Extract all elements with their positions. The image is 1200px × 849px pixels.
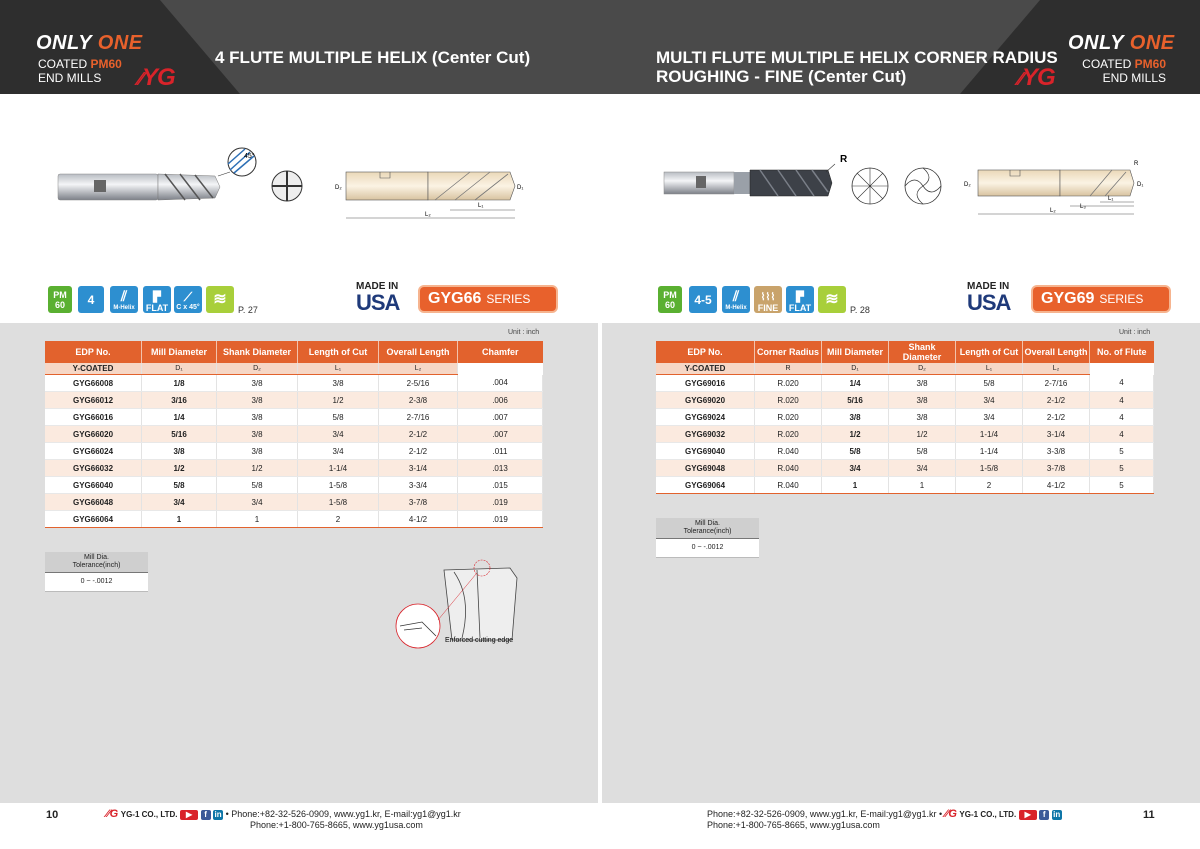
header-right <box>600 0 1200 94</box>
table-row <box>45 375 543 392</box>
table-cell: R.020 <box>755 375 822 392</box>
table-cell: 3-1/4 <box>1023 426 1090 443</box>
unit-label: Unit : inch <box>508 329 540 336</box>
table-cell: 1/2 <box>217 460 298 477</box>
chamfer-icon: ⟋ C x 45° <box>174 286 202 313</box>
table-cell: 5/16 <box>142 426 217 443</box>
sub-header: L₁ <box>298 363 379 375</box>
table-cell: R.040 <box>755 443 822 460</box>
table-cell: 3/4 <box>298 443 379 460</box>
table-row <box>656 392 1154 409</box>
table-row <box>656 426 1154 443</box>
table-cell: 5/8 <box>217 477 298 494</box>
flat-icon: ▛ FLAT <box>786 286 814 313</box>
left-tool-drawing <box>50 140 540 230</box>
page-title: 4 FLUTE MULTIPLE HELIX (Center Cut) <box>215 48 531 67</box>
table-cell: .015 <box>458 477 543 494</box>
linkedin-icon: in <box>1053 809 1061 819</box>
table-cell: 1 <box>889 477 956 494</box>
table-cell: GYG66040 <box>45 477 142 494</box>
coated-label: COATED PM60 END MILLS <box>1082 57 1166 85</box>
table-cell: 3-3/4 <box>379 477 458 494</box>
table-cell: 5/8 <box>889 443 956 460</box>
table-cell: 3/16 <box>142 392 217 409</box>
table-row <box>45 494 543 511</box>
col-header: Mill Diameter <box>142 341 217 363</box>
sub-header: R <box>755 363 822 375</box>
table-cell: GYG66012 <box>45 392 142 409</box>
header-left <box>0 0 600 94</box>
table-row <box>45 460 543 477</box>
footer-right-line2: Phone:+1-800-765-8665, www.yg1usa.com <box>707 820 880 830</box>
svg-text:L₂: L₂ <box>425 212 431 218</box>
table-cell: 1-5/8 <box>298 494 379 511</box>
table-cell: 2-7/16 <box>379 409 458 426</box>
yg-logo: ⁄⁄YG <box>1018 64 1055 91</box>
col-header: Length of Cut <box>298 341 379 363</box>
table-cell: 1/2 <box>822 426 889 443</box>
roughing-icon: ≋ <box>206 286 234 313</box>
col-header: Overall Length <box>1023 341 1090 363</box>
sub-header: L₂ <box>1023 363 1090 375</box>
facebook-icon: f <box>1039 810 1049 820</box>
table-cell: 2-5/16 <box>379 375 458 392</box>
table-cell: R.040 <box>755 460 822 477</box>
sub-header: L₁ <box>956 363 1023 375</box>
table-cell: 3-1/4 <box>379 460 458 477</box>
table-cell: 1/2 <box>298 392 379 409</box>
table-cell: 5/8 <box>956 375 1023 392</box>
table-cell: .019 <box>458 511 543 528</box>
table-cell: .019 <box>458 494 543 511</box>
table-cell: 3/4 <box>142 494 217 511</box>
col-header: Chamfer <box>458 341 543 363</box>
sub-header: D₂ <box>889 363 956 375</box>
table-cell: 2 <box>298 511 379 528</box>
svg-text:Enforced cutting edge: Enforced cutting edge <box>445 637 514 644</box>
table-cell: 5 <box>1090 443 1154 460</box>
footer-left: ⁄⁄G YG-1 CO., LTD. ▶ f in • Phone:+82-32-526-0909, www.yg1.kr, E-mail:yg1@yg1.kr <box>106 808 461 820</box>
col-header: Length of Cut <box>956 341 1023 363</box>
table-cell: 3/4 <box>822 460 889 477</box>
table-cell: 4 <box>1090 392 1154 409</box>
right-tool-drawing <box>660 148 1150 230</box>
m-helix-icon: ⫽ M-Helix <box>110 286 138 313</box>
sub-header: D₁ <box>142 363 217 375</box>
flute-count-icon: 4 <box>78 286 104 313</box>
table-cell: 5/16 <box>822 392 889 409</box>
table-cell: GYG69024 <box>656 409 755 426</box>
table-cell: .007 <box>458 426 543 443</box>
table-cell: 4-1/2 <box>379 511 458 528</box>
table-cell: 1/8 <box>142 375 217 392</box>
table-cell: GYG66048 <box>45 494 142 511</box>
table-cell: 1/2 <box>142 460 217 477</box>
table-cell: .006 <box>458 392 543 409</box>
table-cell: 3/8 <box>217 375 298 392</box>
table-cell: 1/4 <box>822 375 889 392</box>
table-cell: 3/4 <box>298 426 379 443</box>
table-cell: 3-7/8 <box>379 494 458 511</box>
table-cell: 3/8 <box>217 443 298 460</box>
svg-text:D₁: D₁ <box>517 185 524 191</box>
yg-footer-logo: ⁄⁄G <box>944 808 957 820</box>
table-cell: 1-1/4 <box>956 443 1023 460</box>
unit-label: Unit : inch <box>1119 329 1151 336</box>
table-cell: 3/8 <box>217 409 298 426</box>
page-reference: P. 28 <box>850 305 870 315</box>
table-cell: R.020 <box>755 409 822 426</box>
table-cell: 3/4 <box>956 409 1023 426</box>
table-cell: 5 <box>1090 477 1154 494</box>
svg-text:R: R <box>1134 161 1139 167</box>
table-cell: .004 <box>458 375 543 392</box>
table-cell: 2 <box>956 477 1023 494</box>
table-cell: 3-7/8 <box>1023 460 1090 477</box>
col-header: Corner Radius <box>755 341 822 363</box>
table-cell: 3-3/8 <box>1023 443 1090 460</box>
table-cell: GYG66024 <box>45 443 142 460</box>
sub-header: D₁ <box>822 363 889 375</box>
table-cell: 3/8 <box>889 409 956 426</box>
table-cell: 2-1/2 <box>1023 409 1090 426</box>
youtube-icon: ▶ <box>1019 810 1037 820</box>
table-cell: 4 <box>1090 375 1154 392</box>
svg-text:D₂: D₂ <box>964 182 971 188</box>
col-header: Overall Length <box>379 341 458 363</box>
table-cell: GYG69016 <box>656 375 755 392</box>
table-cell: GYG69032 <box>656 426 755 443</box>
roughing-icon: ≋ <box>818 286 846 313</box>
made-in-usa-badge: MADE IN USA <box>967 281 1011 315</box>
cutting-edge-detail <box>392 558 532 650</box>
only-one-logo: ONLY ONE <box>36 32 143 54</box>
spec-table-gyg66 <box>45 341 543 528</box>
table-cell: 4 <box>1090 409 1154 426</box>
table-cell: 3/8 <box>889 375 956 392</box>
table-cell: 3/4 <box>956 392 1023 409</box>
table-cell: 3/8 <box>889 392 956 409</box>
table-cell: 2-3/8 <box>379 392 458 409</box>
table-cell: 1/4 <box>142 409 217 426</box>
svg-text:L₃: L₃ <box>1080 204 1086 210</box>
table-cell: 2-1/2 <box>379 443 458 460</box>
table-cell: 5/8 <box>298 409 379 426</box>
series-badge: GYG69 SERIES <box>1033 287 1169 311</box>
tolerance-box: Mill Dia. Tolerance(inch) 0 ~ -.0012 <box>45 552 148 592</box>
col-header: Shank Diameter <box>217 341 298 363</box>
table-row <box>45 409 543 426</box>
page-title-right: MULTI FLUTE MULTIPLE HELIX CORNER RADIUS ROUGHING - FINE (Center Cut) <box>656 48 1058 86</box>
m-helix-icon: ⫽ M-Helix <box>722 286 750 313</box>
col-header: Shank Diameter <box>889 341 956 363</box>
table-cell: 5/8 <box>142 477 217 494</box>
table-row <box>656 460 1154 477</box>
sub-header: D₂ <box>217 363 298 375</box>
table-cell: 2-1/2 <box>379 426 458 443</box>
page-number: 10 <box>46 809 59 821</box>
table-cell: 1/2 <box>889 426 956 443</box>
table-cell: R.020 <box>755 426 822 443</box>
table-cell: 3/8 <box>822 409 889 426</box>
table-cell: 5/8 <box>822 443 889 460</box>
table-cell: GYG66016 <box>45 409 142 426</box>
table-cell: 1 <box>217 511 298 528</box>
pm60-icon: PM 60 <box>48 286 72 313</box>
table-row <box>45 426 543 443</box>
table-cell: 4 <box>1090 426 1154 443</box>
table-cell: GYG69040 <box>656 443 755 460</box>
flute-count-icon: 4-5 <box>689 286 717 313</box>
table-row <box>45 511 543 528</box>
table-cell: .013 <box>458 460 543 477</box>
table-row <box>656 443 1154 460</box>
table-cell: 1 <box>822 477 889 494</box>
table-cell: 1 <box>142 511 217 528</box>
table-cell: 1-1/4 <box>956 426 1023 443</box>
table-cell: 5 <box>1090 460 1154 477</box>
yg-footer-logo: ⁄⁄G <box>106 808 119 820</box>
yg-logo: ⁄⁄YG <box>138 64 175 91</box>
table-row <box>656 409 1154 426</box>
table-cell: 3/8 <box>217 426 298 443</box>
series-badge: GYG66 SERIES <box>420 287 556 311</box>
page-number: 11 <box>1143 809 1155 821</box>
table-cell: R.040 <box>755 477 822 494</box>
table-cell: 1-5/8 <box>298 477 379 494</box>
table-row <box>656 477 1154 494</box>
table-cell: 1-5/8 <box>956 460 1023 477</box>
table-cell: GYG66032 <box>45 460 142 477</box>
table-cell: 1-1/4 <box>298 460 379 477</box>
table-cell: GYG69048 <box>656 460 755 477</box>
table-row <box>45 392 543 409</box>
table-cell: GYG66064 <box>45 511 142 528</box>
table-cell: .007 <box>458 409 543 426</box>
sub-header: Y-COATED <box>656 363 755 375</box>
table-cell: GYG69064 <box>656 477 755 494</box>
table-cell: 4-1/2 <box>1023 477 1090 494</box>
tolerance-box: Mill Dia. Tolerance(inch) 0 ~ -.0012 <box>656 518 759 558</box>
svg-text:D₁: D₁ <box>1137 182 1144 188</box>
sub-header: Y-COATED <box>45 363 142 375</box>
sub-header: L₂ <box>379 363 458 375</box>
svg-text:45°: 45° <box>244 153 255 160</box>
footer-right: Phone:+82-32-526-0909, www.yg1.kr, E-mail:yg1@yg1.kr • ⁄⁄G YG-1 CO., LTD. ▶ f in <box>707 808 1061 820</box>
table-cell: R.020 <box>755 392 822 409</box>
table-cell: 2-1/2 <box>1023 392 1090 409</box>
table-cell: 3/4 <box>217 494 298 511</box>
col-header: Mill Diameter <box>822 341 889 363</box>
spec-table-gyg69 <box>656 341 1154 494</box>
footer-left-line2: Phone:+1-800-765-8665, www.yg1usa.com <box>250 820 423 830</box>
col-header: No. of Flute <box>1090 341 1154 363</box>
svg-text:L₁: L₁ <box>478 203 484 209</box>
fine-icon: ⌇⌇⌇ FINE <box>754 286 782 313</box>
col-header: EDP No. <box>45 341 142 363</box>
table-cell: GYG66020 <box>45 426 142 443</box>
table-cell: .011 <box>458 443 543 460</box>
table-cell: 2-7/16 <box>1023 375 1090 392</box>
made-in-usa-badge: MADE IN USA <box>356 281 400 315</box>
only-one-logo: ONLY ONE <box>1068 32 1175 54</box>
table-row <box>45 443 543 460</box>
table-cell: 3/8 <box>217 392 298 409</box>
table-cell: 3/4 <box>889 460 956 477</box>
coated-label: COATED PM60 END MILLS <box>38 57 122 85</box>
pm60-icon: PM 60 <box>658 286 682 313</box>
table-cell: 3/8 <box>142 443 217 460</box>
facebook-icon: f <box>201 810 211 820</box>
table-cell: 3/8 <box>298 375 379 392</box>
table-cell: GYG69020 <box>656 392 755 409</box>
page-reference: P. 27 <box>238 305 258 315</box>
table-row <box>45 477 543 494</box>
svg-text:L₂: L₂ <box>1050 208 1056 214</box>
linkedin-icon: in <box>214 809 222 819</box>
svg-text:R: R <box>840 154 848 165</box>
table-row <box>656 375 1154 392</box>
col-header: EDP No. <box>656 341 755 363</box>
svg-text:L₁: L₁ <box>1108 196 1114 202</box>
table-cell: GYG66008 <box>45 375 142 392</box>
youtube-icon: ▶ <box>180 810 198 820</box>
flat-icon: ▛ FLAT <box>143 286 171 313</box>
svg-text:D₂: D₂ <box>335 185 342 191</box>
